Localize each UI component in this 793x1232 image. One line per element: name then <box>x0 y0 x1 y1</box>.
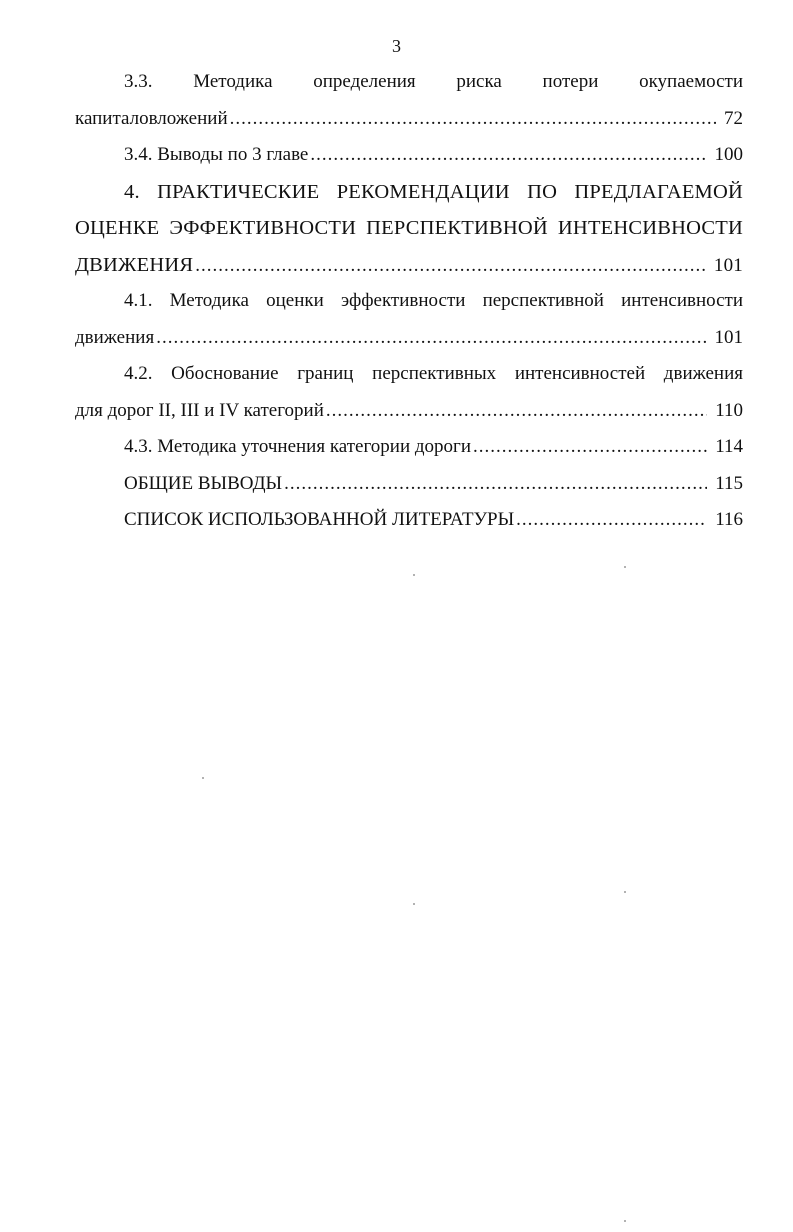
scan-speck <box>202 777 204 779</box>
scan-speck <box>413 903 415 905</box>
dot-leader <box>310 137 706 174</box>
table-of-contents <box>75 64 743 539</box>
dot-leader <box>230 101 716 138</box>
toc-page-number: 101 <box>713 254 743 276</box>
toc-entry-title-continued: движения <box>75 326 155 348</box>
toc-page-number: 116 <box>715 509 743 530</box>
toc-entry-4-1[interactable] <box>75 283 743 356</box>
toc-page-number: 72 <box>724 107 743 129</box>
toc-page-number: 115 <box>715 472 743 494</box>
toc-entry-title: 4.1. Методика оценки эффективности перспективной интенсивности <box>124 290 743 311</box>
dot-leader <box>516 502 707 539</box>
toc-page-number: 101 <box>714 326 743 348</box>
toc-entry-chapter-4[interactable] <box>75 174 743 284</box>
toc-entry-title-continued: ДВИЖЕНИЯ <box>75 253 194 276</box>
toc-entry-3-4[interactable] <box>75 137 743 174</box>
dot-leader <box>195 248 706 284</box>
scan-speck <box>624 1220 626 1222</box>
toc-entry-references[interactable] <box>75 502 743 539</box>
toc-entry-title-continued: для дорог II, III и IV категорий <box>75 399 324 421</box>
toc-entry-title: СПИСОК ИСПОЛЬЗОВАННОЙ ЛИТЕРАТУРЫ <box>124 509 515 530</box>
dot-leader <box>473 429 707 466</box>
page-number: 3 <box>392 36 401 56</box>
toc-entry-title: 3.4. Выводы по 3 главе <box>124 144 309 165</box>
toc-entry-title: 3.3. Методика определения риска потери окупаемости <box>124 71 743 92</box>
dot-leader <box>156 320 706 357</box>
scan-speck <box>624 891 626 893</box>
toc-entry-4-2[interactable] <box>75 356 743 429</box>
toc-entry-title: 4. ПРАКТИЧЕСКИЕ РЕКОМЕНДАЦИИ ПО ПРЕДЛАГАЕМОЙ <box>124 180 743 203</box>
toc-page-number: 114 <box>715 436 743 457</box>
toc-page-number: 110 <box>715 399 743 421</box>
dot-leader <box>326 393 707 430</box>
toc-entry-conclusions[interactable] <box>75 466 743 503</box>
toc-entry-title-continued: ОЦЕНКЕ ЭФФЕКТИВНОСТИ ПЕРСПЕКТИВНОЙ ИНТЕНСИВНОСТИ <box>75 217 743 239</box>
toc-entry-4-3[interactable] <box>75 429 743 466</box>
toc-entry-title: 4.3. Методика уточнения категории дороги <box>124 436 471 457</box>
toc-entry-title-continued: капиталовложений <box>75 107 228 129</box>
toc-entry-title: ОБЩИЕ ВЫВОДЫ <box>124 472 283 494</box>
scan-speck <box>413 574 415 576</box>
toc-entry-3-3[interactable] <box>75 64 743 137</box>
toc-page-number: 100 <box>714 144 743 165</box>
dot-leader <box>284 466 707 503</box>
scan-speck <box>624 566 626 568</box>
toc-entry-title: 4.2. Обоснование границ перспективных интенсивностей движения <box>124 363 743 384</box>
